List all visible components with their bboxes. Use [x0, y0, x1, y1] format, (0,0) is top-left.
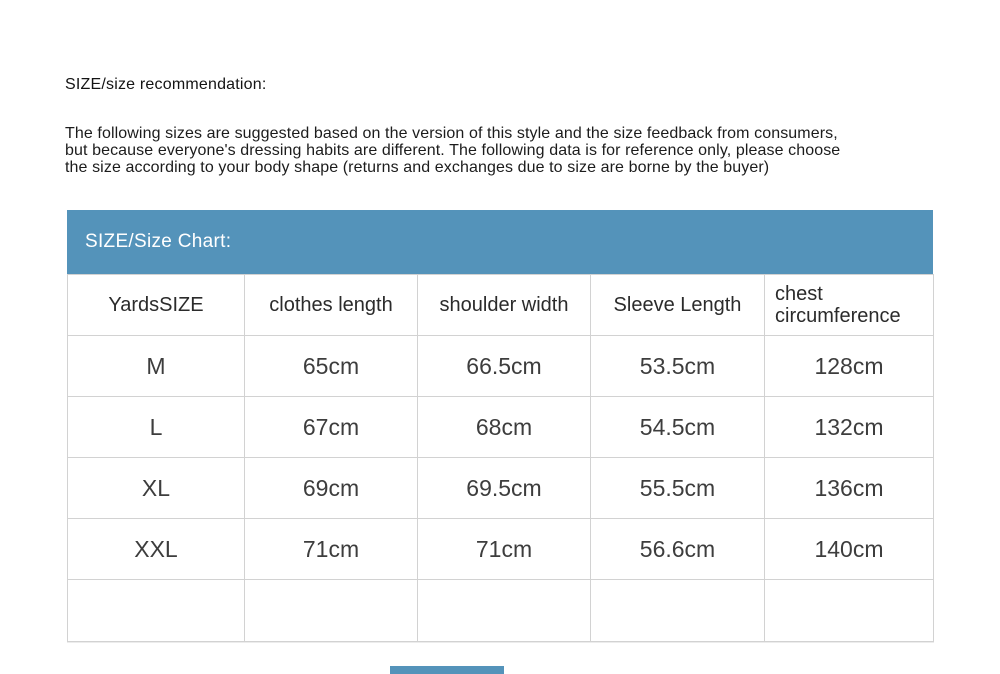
column-header-size: YardsSIZE — [68, 275, 245, 336]
clothes-length-cell: 69cm — [245, 458, 418, 519]
clothes-length-cell — [245, 580, 418, 642]
shoulder-width-cell: 66.5cm — [418, 336, 591, 397]
size-cell: XXL — [68, 519, 245, 580]
shoulder-width-cell: 68cm — [418, 397, 591, 458]
size-recommendation-title: SIZE/size recommendation: — [65, 76, 267, 93]
chest-cell — [765, 580, 934, 642]
shoulder-width-cell — [418, 580, 591, 642]
sleeve-length-cell: 53.5cm — [591, 336, 765, 397]
sleeve-length-cell — [591, 580, 765, 642]
table-row-xl — [68, 458, 934, 519]
size-cell — [68, 580, 245, 642]
size-cell: XL — [68, 458, 245, 519]
recommendation-line: the size according to your body shape (returns and exchanges due to size are borne by the buyer) — [65, 159, 770, 176]
chest-cell: 140cm — [765, 519, 934, 580]
column-header-clothes-length: clothes length — [245, 275, 418, 336]
column-header-sleeve-length: Sleeve Length — [591, 275, 765, 336]
size-chart-table — [67, 274, 934, 642]
sleeve-length-cell: 54.5cm — [591, 397, 765, 458]
size-recommendation-text — [65, 125, 840, 176]
table-row-empty — [68, 580, 934, 642]
size-cell: L — [68, 397, 245, 458]
chest-cell: 136cm — [765, 458, 934, 519]
size-chart-title: SIZE/Size Chart: — [85, 231, 232, 252]
table-row-xxl — [68, 519, 934, 580]
recommendation-line: The following sizes are suggested based on the version of this style and the size feedback from consumers, — [65, 125, 838, 142]
table-row-l — [68, 397, 934, 458]
column-header-shoulder-width: shoulder width — [418, 275, 591, 336]
recommendation-line: but because everyone's dressing habits are different. The following data is for reference only, please choose — [65, 142, 841, 159]
next-section-bar-peek — [390, 666, 504, 674]
shoulder-width-cell: 69.5cm — [418, 458, 591, 519]
clothes-length-cell: 65cm — [245, 336, 418, 397]
chest-cell: 128cm — [765, 336, 934, 397]
column-header-chest-circumference: chest circumference — [765, 275, 934, 336]
chest-cell: 132cm — [765, 397, 934, 458]
sleeve-length-cell: 56.6cm — [591, 519, 765, 580]
size-chart-title-bar — [67, 210, 933, 274]
size-chart-section — [67, 210, 933, 642]
sleeve-length-cell: 55.5cm — [591, 458, 765, 519]
size-cell: M — [68, 336, 245, 397]
table-row-m — [68, 336, 934, 397]
header-row — [68, 275, 934, 336]
shoulder-width-cell: 71cm — [418, 519, 591, 580]
clothes-length-cell: 67cm — [245, 397, 418, 458]
clothes-length-cell: 71cm — [245, 519, 418, 580]
